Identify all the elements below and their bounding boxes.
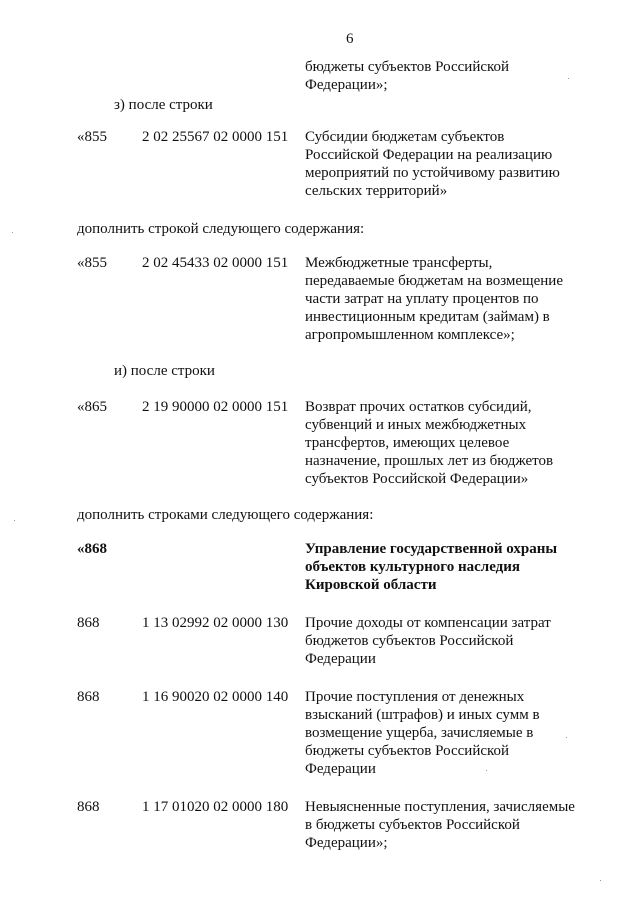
instruction-text: дополнить строкой следующего содержания: xyxy=(77,221,365,237)
row-description-line: Межбюджетные трансферты, xyxy=(305,255,493,271)
budget-classification-code: 1 13 02992 02 0000 130 xyxy=(142,615,289,631)
row-description-line: трансфертов, имеющих целевое xyxy=(305,435,510,451)
row-description-line: взысканий (штрафов) и иных сумм в xyxy=(305,707,540,723)
row-description-line: передаваемые бюджетам на возмещение xyxy=(305,273,563,289)
admin-code: 868 xyxy=(77,689,100,705)
row-description-line: Субсидии бюджетам субъектов xyxy=(305,129,505,145)
budget-classification-code: 2 02 25567 02 0000 151 xyxy=(142,129,289,145)
row-description-line: Федерации»; xyxy=(305,835,388,851)
admin-name-line: объектов культурного наследия xyxy=(305,559,521,575)
instruction-text: дополнить строками следующего содержания: xyxy=(77,507,374,523)
scan-speck xyxy=(600,880,601,881)
row-description-line: сельских территорий» xyxy=(305,183,448,199)
scan-speck xyxy=(486,770,487,771)
row-description-line: Невыясненные поступления, зачисляемые xyxy=(305,799,575,815)
page-number: 6 xyxy=(346,31,354,47)
admin-code: «855 xyxy=(77,129,107,145)
budget-classification-code: 2 19 90000 02 0000 151 xyxy=(142,399,289,415)
admin-name-line: Управление государственной охраны xyxy=(305,541,558,557)
continuation-line: Федерации»; xyxy=(305,77,388,93)
row-description-line: агропромышленном комплексе»; xyxy=(305,327,515,343)
section-i-label: и) после строки xyxy=(114,363,215,379)
row-description-line: части затрат на уплату процентов по xyxy=(305,291,539,307)
budget-classification-code: 1 16 90020 02 0000 140 xyxy=(142,689,289,705)
section-z-label: з) после строки xyxy=(114,97,213,113)
row-description-line: субъектов Российской Федерации» xyxy=(305,471,529,487)
admin-code: «855 xyxy=(77,255,107,271)
admin-code: «865 xyxy=(77,399,107,415)
admin-code: «868 xyxy=(77,541,107,557)
row-description-line: бюджеты субъектов Российской xyxy=(305,743,510,759)
row-description-line: Российской Федерации на реализацию xyxy=(305,147,553,163)
row-description-line: бюджетов субъектов Российской xyxy=(305,633,514,649)
row-description-line: Прочие поступления от денежных xyxy=(305,689,525,705)
admin-code: 868 xyxy=(77,615,100,631)
row-description-line: Федерации xyxy=(305,651,376,667)
budget-classification-code: 1 17 01020 02 0000 180 xyxy=(142,799,289,815)
row-description-line: мероприятий по устойчивому развитию xyxy=(305,165,560,181)
scan-speck xyxy=(568,78,569,79)
scan-speck xyxy=(14,520,15,521)
row-description-line: возмещение ущерба, зачисляемые в xyxy=(305,725,534,741)
budget-classification-code: 2 02 45433 02 0000 151 xyxy=(142,255,289,271)
admin-name-line: Кировской области xyxy=(305,577,437,593)
row-description-line: в бюджеты субъектов Российской xyxy=(305,817,520,833)
row-description-line: инвестиционным кредитам (займам) в xyxy=(305,309,550,325)
row-description-line: субвенций и иных межбюджетных xyxy=(305,417,527,433)
continuation-line: бюджеты субъектов Российской xyxy=(305,59,510,75)
row-description-line: Возврат прочих остатков субсидий, xyxy=(305,399,532,415)
row-description-line: Прочие доходы от компенсации затрат xyxy=(305,615,551,631)
scan-speck xyxy=(12,232,13,233)
row-description-line: Федерации xyxy=(305,761,376,777)
admin-code: 868 xyxy=(77,799,100,815)
scan-speck xyxy=(566,737,567,738)
row-description-line: назначение, прошлых лет из бюджетов xyxy=(305,453,554,469)
